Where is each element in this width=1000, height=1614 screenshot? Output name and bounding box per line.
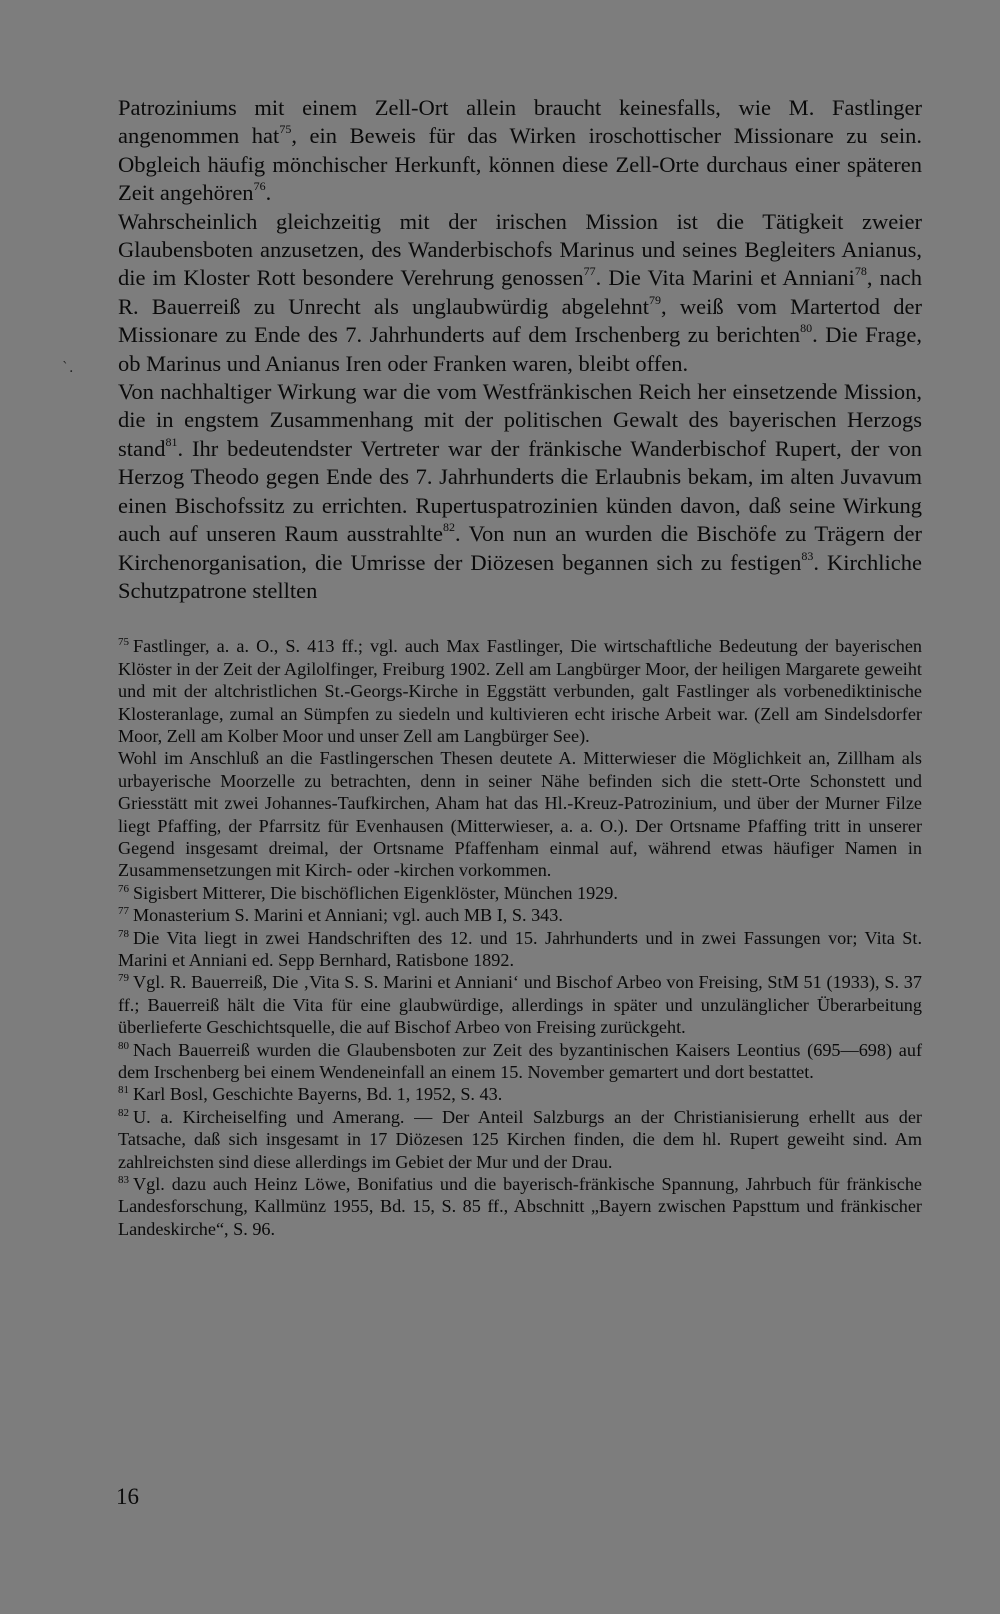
footnote-text: Sigisbert Mitterer, Die bischöflichen Eigenklöster, München 1929.: [133, 882, 618, 903]
footnote: [118, 882, 922, 904]
text-run: . Kirchliche Schutzpatrone stellten: [118, 549, 922, 603]
footnote-number: 82: [118, 1106, 129, 1119]
footnote-text: Vgl. dazu auch Heinz Löwe, Bonifatius und die bayerisch-fränkische Spannung, Jahrbuch für fränkische Landesforschung, Kallmünz 1955, Bd. 15, S. 85 ff., Abschnitt „Bayern zwischen Papsttum und fränkischer Landeskirche“, S. 96.: [118, 1174, 922, 1239]
footnote-number: 79: [118, 972, 129, 985]
text-run: Von nachhaltiger Wirkung war die vom Westfränkischen Reich her einsetzende Mission, die in engstem Zusammenhang mit der politischen Gewalt des bayerischen Herzogs stand: [118, 379, 922, 461]
footnote: [118, 904, 922, 926]
footnote: [118, 1039, 922, 1084]
footnote-ref[interactable]: 83: [801, 548, 814, 563]
footnote-text: Nach Bauerreiß wurden die Glaubensboten zur Zeit des byzantinischen Kaisers Leontius (695—698) auf dem Irschenberg bei einem Wendeneinfall an einem 15. November gemartert und dort bestattet.: [118, 1039, 922, 1083]
paragraph-1: [118, 94, 922, 208]
text-run: Patroziniums mit einem Zell-Ort allein braucht keinesfalls, wie M. Fastlinger angenommen hat: [118, 95, 922, 149]
footnote-text: Die Vita liegt in zwei Handschriften des 12. und 15. Jahrhunderts und in zwei Fassungen vor; Vita St. Marini et Anniani ed. Sepp Bernhard, Ratisbone 1892.: [118, 927, 922, 970]
footnote-ref[interactable]: 75: [279, 122, 292, 137]
paragraph-3: [118, 378, 922, 605]
page-content: [118, 94, 922, 1240]
footnote-number: 77: [118, 905, 129, 918]
page-number: 16: [116, 1484, 139, 1509]
footnote-ref[interactable]: 78: [854, 264, 867, 279]
footnote-text: Wohl im Anschluß an die Fastlingerschen Thesen deutete A. Mitterwieser die Möglichkeit an, Zillham als urbayerische Moorzelle zu betrachten, denn in seiner Nähe befinden sich die stett-Orte Schonstett und Griesstätt mit zwei Johannes-Taufkirchen, Aham hat das Hl.-Kreuz-Patrozinium, und über der Murner Filze liegt Pfaffing, der Pfarrsitz für Evenhausen (Mitterwieser, a. a. O.). Der Ortsname Pfaffing tritt in unserer Gegend insgesamt dreimal, der Ortsname Pfaffenham einmal auf, während etwas häufiger Namen in Zusammensetzungen mit Kirch- oder -kirchen vorkommen.: [118, 748, 922, 881]
text-run: . Die Vita Marini et Anniani: [595, 265, 855, 291]
text-run: , ein Beweis für das Wirken iroschottischer Missionare zu sein. Obgleich häufig mönchischer Herkunft, können diese Zell-Orte durchaus einer späteren Zeit angehören: [118, 123, 923, 206]
text-run: , nach R. Bauerreiß zu Unrecht als unglaubwürdig abgelehnt: [118, 265, 922, 319]
footnote: [118, 927, 922, 972]
text-run: . Die Frage, ob Marinus und Anianus Iren oder Franken waren, bleibt offen.: [118, 322, 922, 376]
text-run: . Von nun an wurden die Bischöfe zu Trägern der Kirchenorganisation, die Umrisse der Diözesen begannen sich zu festigen: [118, 521, 922, 575]
footnote-number: 81: [118, 1084, 129, 1097]
main-text: [118, 94, 922, 605]
text-run: , weiß vom Martertod der Missionare zu Ende des 7. Jahrhunderts auf dem Irschenberg zu berichten: [118, 293, 922, 348]
footnotes: [118, 635, 922, 1240]
footnote-ref[interactable]: 79: [649, 292, 662, 307]
footnote-ref[interactable]: 80: [800, 321, 813, 336]
text-run: . Ihr bedeutendster Vertreter war der fränkische Wanderbischof Rupert, der von Herzog Theodo gegen Ende des 7. Jahrhunderts die Erlaubnis bekam, im alten Juvavum einen Bischofssitz zu errichten. Rupertuspatrozinien künden davon, daß seine Wirkung auch auf unseren Raum ausstrahlte: [118, 435, 922, 547]
footnote-number: 78: [118, 927, 129, 940]
footnote-text: Fastlinger, a. a. O., S. 413 ff.; vgl. auch Max Fastlinger, Die wirtschaftliche Bedeutung der bayerischen Klöster in der Zeit der Agilolfinger, Freiburg 1902. Zell am Langbürger Moor, der heiligen Margarete geweiht und mit der altchristlichen St.-Georgs-Kirche in Eggstätt verbunden, galt Fastlinger als vorbenediktinische Klosteranlage, zumal an Sümpfen zu siedeln und kultivieren echt irische Arbeit war. (Zell am Sindelsdorfer Moor, Zell am Kolber Moor und unser Zell am Langbürger See).: [118, 636, 922, 746]
footnote-text: Monasterium S. Marini et Anniani; vgl. auch MB I, S. 343.: [133, 905, 563, 926]
footnote-ref[interactable]: 77: [583, 264, 596, 279]
footnote-number: 83: [118, 1174, 129, 1187]
footnote-ref[interactable]: 76: [253, 179, 266, 194]
footnote-ref[interactable]: 81: [165, 434, 178, 449]
footnote-number: 80: [118, 1039, 129, 1052]
text-run: Wahrscheinlich gleichzeitig mit der irischen Mission ist die Tätigkeit zweier Glaubensboten anzusetzen, des Wanderbischofs Marinus und seines Begleiters Anianus, die im Kloster Rott besondere Verehrung genossen: [118, 208, 922, 291]
footnote-text: U. a. Kircheiselfing und Amerang. — Der Anteil Salzburgs an der Christianisierung erhellt aus der Tatsache, daß sich insgesamt in 17 Diözesen 125 Kirchen finden, die dem hl. Rupert geweiht sind. Am zahlreichsten sind diese allerdings im Gebiet der Mur und der Drau.: [118, 1106, 922, 1172]
footnote-number: 75: [118, 636, 129, 649]
footnote: [118, 1173, 922, 1240]
text-run: .: [265, 180, 272, 206]
footnote: [118, 635, 922, 747]
footnote: [118, 971, 922, 1038]
scan-speck: `.: [62, 360, 74, 376]
footnote-ref[interactable]: 82: [442, 520, 455, 535]
paragraph-2: [118, 208, 922, 378]
footnote: [118, 1106, 922, 1173]
footnote-text: Karl Bosl, Geschichte Bayerns, Bd. 1, 1952, S. 43.: [133, 1084, 503, 1105]
footnote: [118, 747, 922, 881]
footnote-number: 76: [118, 882, 129, 895]
footnote: [118, 1083, 922, 1105]
footnote-text: Vgl. R. Bauerreiß, Die ‚Vita S. S. Marini et Anniani‘ und Bischof Arbeo von Freising, StM 51 (1933), S. 37 ff.; Bauerreiß hält die Vita für eine glaubwürdige, allerdings in später und unzulänglicher Überarbeitung überlieferte Geschichtsquelle, die auf Bischof Arbeo von Freising zurückgeht.: [118, 972, 922, 1038]
